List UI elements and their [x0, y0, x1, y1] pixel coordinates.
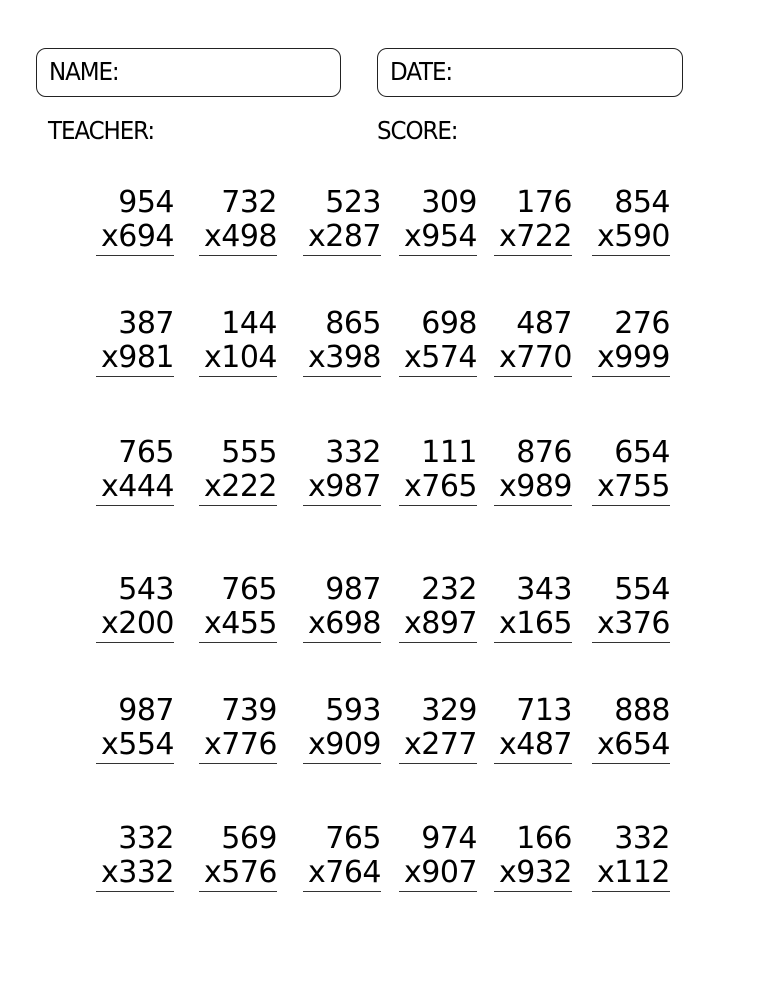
multiplier: x698: [303, 607, 381, 643]
name-field[interactable]: [36, 48, 341, 97]
multiplication-problem: [199, 694, 277, 764]
multiplicand: 865: [325, 306, 381, 341]
multiplicand: 765: [118, 435, 174, 470]
multiplier: x104: [199, 341, 277, 377]
multiplier: x755: [592, 470, 670, 506]
multiplication-problem: [592, 822, 670, 892]
date-label: DATE:: [390, 57, 453, 86]
multiplicand: 166: [516, 821, 572, 856]
multiplier: x398: [303, 341, 381, 377]
multiplicand: 555: [221, 435, 277, 470]
multiplicand: 554: [614, 572, 670, 607]
multiplication-problem: [592, 307, 670, 377]
multiplicand: 176: [516, 185, 572, 220]
score-label: SCORE:: [377, 116, 458, 145]
multiplicand: 654: [614, 435, 670, 470]
multiplication-problem: [592, 694, 670, 764]
multiplication-problem: [399, 573, 477, 643]
multiplication-problem: [494, 573, 572, 643]
multiplier: x999: [592, 341, 670, 377]
multiplication-problem: [303, 573, 381, 643]
multiplicand: 343: [516, 572, 572, 607]
multiplicand: 309: [421, 185, 477, 220]
multiplier: x932: [494, 856, 572, 892]
multiplication-problem: [303, 822, 381, 892]
multiplicand: 332: [614, 821, 670, 856]
multiplicand: 569: [221, 821, 277, 856]
multiplier: x112: [592, 856, 670, 892]
multiplier: x498: [199, 220, 277, 256]
multiplier: x487: [494, 728, 572, 764]
multiplier: x277: [399, 728, 477, 764]
multiplication-problem: [303, 307, 381, 377]
multiplier: x222: [199, 470, 277, 506]
multiplicand: 332: [118, 821, 174, 856]
multiplication-problem: [592, 436, 670, 506]
multiplication-problem: [303, 436, 381, 506]
multiplier: x554: [96, 728, 174, 764]
multiplicand: 276: [614, 306, 670, 341]
multiplicand: 765: [221, 572, 277, 607]
multiplicand: 765: [325, 821, 381, 856]
multiplication-problem: [199, 573, 277, 643]
multiplier: x987: [303, 470, 381, 506]
multiplication-problem: [96, 307, 174, 377]
multiplicand: 487: [516, 306, 572, 341]
multiplicand: 713: [516, 693, 572, 728]
multiplicand: 329: [421, 693, 477, 728]
multiplier: x770: [494, 341, 572, 377]
multiplier: x722: [494, 220, 572, 256]
multiplication-problem: [303, 694, 381, 764]
multiplier: x765: [399, 470, 477, 506]
multiplier: x332: [96, 856, 174, 892]
multiplicand: 698: [421, 306, 477, 341]
multiplier: x287: [303, 220, 381, 256]
multiplication-problem: [96, 573, 174, 643]
multiplier: x574: [399, 341, 477, 377]
multiplicand: 111: [421, 435, 477, 470]
teacher-label: TEACHER:: [48, 116, 155, 145]
multiplication-problem: [494, 307, 572, 377]
multiplicand: 876: [516, 435, 572, 470]
multiplicand: 954: [118, 185, 174, 220]
multiplier: x200: [96, 607, 174, 643]
date-field[interactable]: [377, 48, 683, 97]
multiplicand: 987: [325, 572, 381, 607]
multiplicand: 593: [325, 693, 381, 728]
multiplication-problem: [303, 186, 381, 256]
multiplier: x590: [592, 220, 670, 256]
multiplicand: 332: [325, 435, 381, 470]
multiplication-problem: [199, 822, 277, 892]
multiplicand: 888: [614, 693, 670, 728]
multiplicand: 732: [221, 185, 277, 220]
multiplier: x165: [494, 607, 572, 643]
multiplication-problem: [96, 436, 174, 506]
multiplication-problem: [399, 186, 477, 256]
multiplication-problem: [399, 694, 477, 764]
multiplicand: 739: [221, 693, 277, 728]
multiplier: x444: [96, 470, 174, 506]
multiplier: x764: [303, 856, 381, 892]
multiplicand: 144: [221, 306, 277, 341]
multiplication-problem: [96, 694, 174, 764]
multiplicand: 523: [325, 185, 381, 220]
multiplier: x455: [199, 607, 277, 643]
multiplication-problem: [399, 436, 477, 506]
multiplier: x376: [592, 607, 670, 643]
multiplier: x576: [199, 856, 277, 892]
multiplication-problem: [592, 186, 670, 256]
multiplication-problem: [494, 694, 572, 764]
multiplication-problem: [199, 436, 277, 506]
multiplier: x694: [96, 220, 174, 256]
multiplier: x897: [399, 607, 477, 643]
multiplier: x989: [494, 470, 572, 506]
multiplier: x776: [199, 728, 277, 764]
multiplication-problem: [96, 822, 174, 892]
multiplication-problem: [592, 573, 670, 643]
multiplication-problem: [199, 186, 277, 256]
multiplicand: 854: [614, 185, 670, 220]
multiplication-problem: [399, 307, 477, 377]
multiplicand: 543: [118, 572, 174, 607]
multiplication-problem: [199, 307, 277, 377]
multiplicand: 987: [118, 693, 174, 728]
multiplication-problem: [399, 822, 477, 892]
multiplicand: 974: [421, 821, 477, 856]
multiplicand: 387: [118, 306, 174, 341]
name-label: NAME:: [49, 57, 119, 86]
multiplication-problem: [494, 436, 572, 506]
multiplication-problem: [494, 186, 572, 256]
multiplier: x981: [96, 341, 174, 377]
multiplication-problem: [96, 186, 174, 256]
multiplier: x907: [399, 856, 477, 892]
multiplication-problem: [494, 822, 572, 892]
multiplier: x954: [399, 220, 477, 256]
multiplier: x654: [592, 728, 670, 764]
multiplier: x909: [303, 728, 381, 764]
multiplicand: 232: [421, 572, 477, 607]
